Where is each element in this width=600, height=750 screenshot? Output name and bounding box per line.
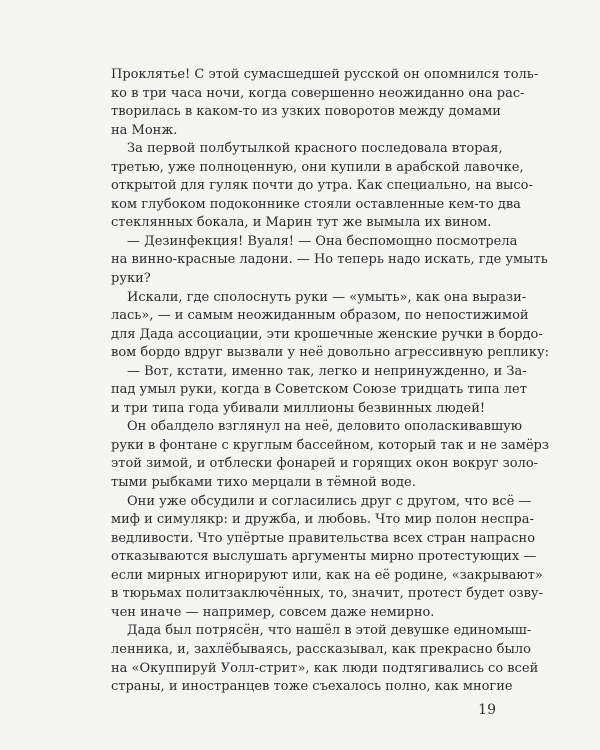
text-line: ленника, и, захлёбываясь, рассказывал, как прекрасно было: [111, 641, 531, 657]
text-line: творилась в каком-то из узких поворотов между домами: [111, 104, 501, 120]
text-line: Они уже обсудили и согласились друг с другом, что всё —: [127, 493, 532, 509]
text-line: и три типа года убивали миллионы безвинных людей!: [111, 400, 486, 416]
text-line: отказываются выслушать аргументы мирно протестующих —: [111, 549, 537, 565]
text-line: этой зимой, и отблески фонарей и горящих окон вокруг золо-: [111, 456, 539, 472]
text-line: чен иначе — например, совсем даже немирно.: [111, 604, 435, 620]
text-line: Он обалдело взглянул на неё, деловито ополаскивавшую: [127, 419, 523, 435]
text-line: ведливости. Что упёртые правительства всех стран напрасно: [111, 530, 536, 546]
text-line: стеклянных бокала, и Марин тут же вымыла их вином.: [111, 215, 492, 231]
body-text: [111, 66, 549, 697]
text-line: ко в три часа ночи, когда совершенно неожиданно она рас-: [111, 85, 525, 101]
text-line: миф и симулякр: и дружба, и любовь. Что мир полон неспра-: [111, 512, 534, 528]
text-line: руки в фонтане с круглым бассейном, который так и не замёрз: [111, 437, 549, 453]
page-number: 19: [478, 702, 496, 718]
text-line: — Вот, кстати, именно так, легко и непринужденно, и За-: [127, 363, 527, 379]
text-line: Проклятье! С этой сумасшедшей русской он опомнился толь-: [111, 67, 539, 82]
text-line: Искали, где сполоснуть руки — «умыть», как она вырази-: [127, 289, 527, 305]
text-line: За первой полбутылкой красного последовала вторая,: [127, 141, 503, 157]
text-line: руки?: [111, 271, 151, 287]
text-line: ком глубоком подоконнике стояли оставленные кем-то два: [111, 196, 521, 212]
text-line: для Дада ассоциации, эти крошечные женские ручки в бордо-: [111, 326, 543, 342]
text-line: лась», — и самым неожиданным образом, по непостижимой: [111, 308, 529, 324]
text-line: если мирных игнорируют или, как на её родине, «закрывают»: [111, 567, 543, 583]
text-line: Дада был потрясён, что нашёл в этой девушке единомыш-: [127, 623, 532, 639]
text-line: — Дезинфекция! Вуаля! — Она беспомощно посмотрела: [127, 233, 518, 249]
text-line: третью, уже полноценную, они купили в арабской лавочке,: [111, 159, 524, 175]
text-line: на винно-красные ладони. — Но теперь надо искать, где умыть: [111, 252, 548, 268]
text-line: тыми рыбками тихо мерцали в тёмной воде.: [111, 475, 416, 491]
text-line: в тюрьмах политзаключённых, то, значит, протест будет озву-: [111, 586, 543, 602]
text-line: пад умыл руки, когда в Советском Союзе тридцать типа лет: [111, 382, 527, 398]
text-line: страны, и иностранцев тоже съехалось полно, как многие: [111, 679, 513, 695]
text-line: вом бордо вдруг вызвали у неё довольно агрессивную реплику:: [111, 345, 549, 361]
text-line: на Монж.: [111, 122, 178, 138]
text-line: открытой для гуляк почти до утра. Как специально, на высо-: [111, 178, 533, 194]
text-line: на «Окуппируй Уолл-стрит», как люди подтягивались со всей: [111, 660, 539, 676]
